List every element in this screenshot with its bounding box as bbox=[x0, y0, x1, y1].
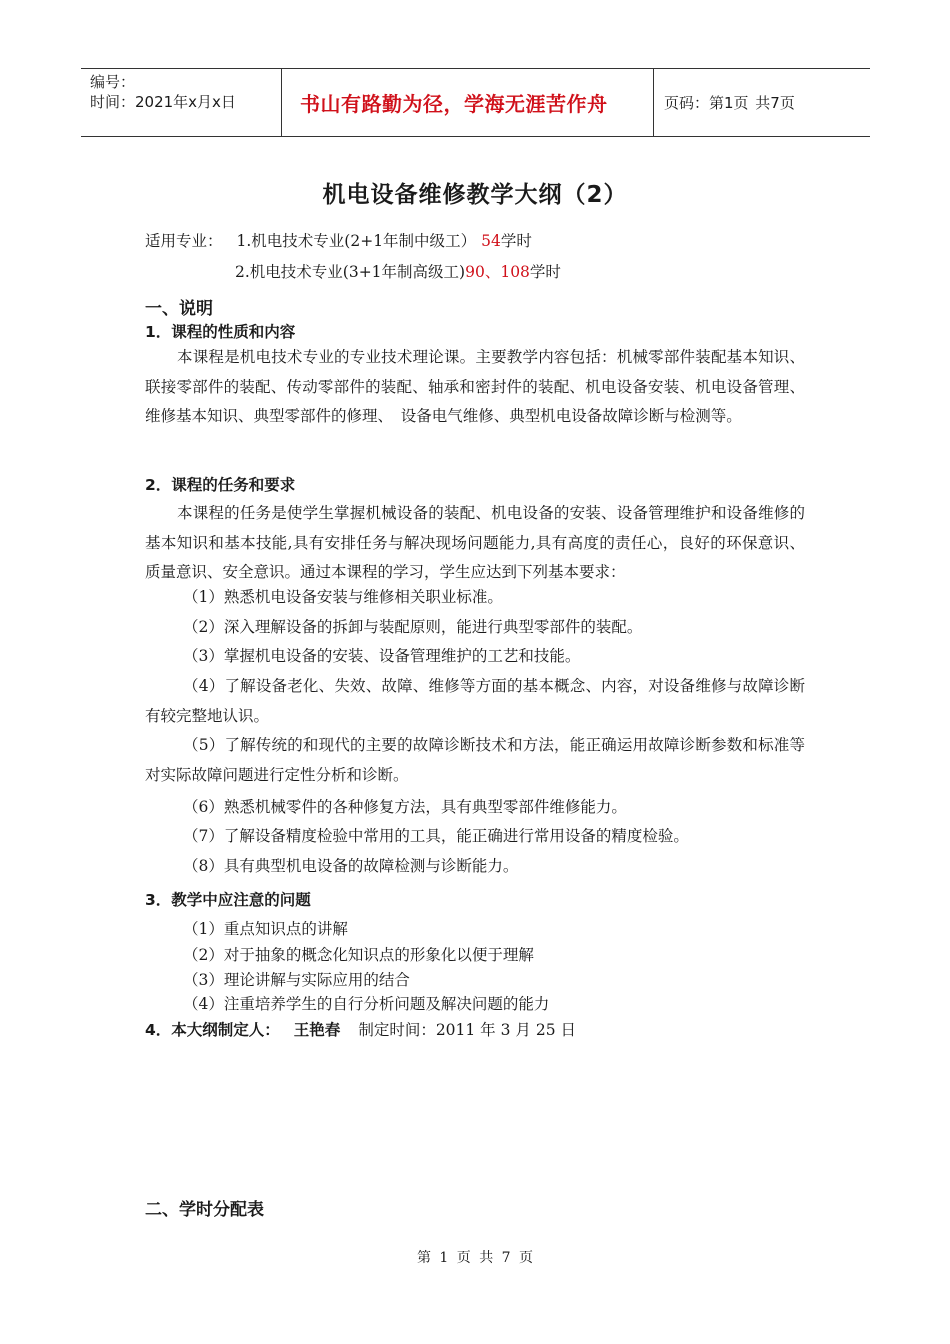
author-name: 王艳春 bbox=[293, 1021, 341, 1039]
teaching-note-item: （3）理论讲解与实际应用的结合 bbox=[183, 971, 410, 989]
requirement-item: （5）了解传统的和现代的主要的故障诊断技术和方法，能正确运用故障诊断参数和标准等对实际故障问题进行定性分析和诊断。 bbox=[145, 736, 805, 784]
major2-text: 2.机电技术专业(3+1年制高级工) bbox=[235, 263, 466, 281]
major2-hours: 90、108 bbox=[465, 263, 530, 281]
requirement-item: （8）具有典型机电设备的故障检测与诊断能力。 bbox=[183, 857, 519, 875]
sub2-text: 本课程的任务是使学生掌握机械设备的装配、机电设备的安装、设备管理维护和设备维修的基本知识和基本技能,具有安排任务与解决现场问题能力,具有高度的责任心，良好的环保意识、质量意识、安全意识。通过本课程的学习，学生应达到下列基本要求： bbox=[145, 504, 805, 581]
time-label: 时间：2021年x月x日 bbox=[90, 93, 236, 111]
page-footer: 第 1 页 共 7 页 bbox=[416, 1250, 534, 1266]
applicable-major-2 bbox=[235, 260, 561, 282]
page-header bbox=[81, 68, 870, 137]
requirement-item: （2）深入理解设备的拆卸与装配原则，能进行典型零部件的装配。 bbox=[183, 618, 643, 636]
requirement-item: （3）掌握机电设备的安装、设备管理维护的工艺和技能。 bbox=[183, 647, 581, 665]
motto: 书山有路勤为径，学海无涯苦作舟 bbox=[282, 69, 654, 136]
header-left-cell bbox=[81, 69, 282, 136]
sub2-heading: 2．课程的任务和要求 bbox=[145, 476, 296, 494]
applicable-major-1 bbox=[145, 229, 532, 251]
requirement-item: （1）熟悉机电设备安装与维修相关职业标准。 bbox=[183, 588, 503, 606]
section1-heading: 一、说明 bbox=[145, 299, 213, 319]
sub4-heading: 4．本大纲制定人： bbox=[145, 1021, 280, 1039]
sub1-heading: 1．课程的性质和内容 bbox=[145, 323, 296, 341]
section2-heading: 二、学时分配表 bbox=[145, 1200, 264, 1220]
teaching-note-item: （1）重点知识点的讲解 bbox=[183, 920, 348, 938]
header-page-info: 页码：第1页 共7页 bbox=[664, 94, 795, 112]
requirement-item: （6）熟悉机械零件的各种修复方法，具有典型零部件维修能力。 bbox=[183, 798, 627, 816]
major1-text: 1.机电技术专业(2+1年制中级工） bbox=[236, 232, 477, 250]
document-title: 机电设备维修教学大纲（2） bbox=[322, 182, 628, 208]
sub1-text: 本课程是机电技术专业的专业技术理论课。主要教学内容包括：机械零部件装配基本知识、联接零部件的装配、传动零部件的装配、轴承和密封件的装配、机电设备安装、机电设备管理、维修基本知识、典型零部件的修理、 设备电气维修、典型机电设备故障诊断与检测等。 bbox=[145, 348, 805, 425]
requirement-item: （4）了解设备老化、失效、故障、维修等方面的基本概念、内容，对设备维修与故障诊断有较完整地认识。 bbox=[145, 677, 805, 725]
teaching-note-item: （2）对于抽象的概念化知识点的形象化以便于理解 bbox=[183, 946, 534, 964]
major1-unit: 学时 bbox=[500, 232, 532, 250]
sub3-heading: 3．教学中应注意的问题 bbox=[145, 891, 311, 909]
major2-unit: 学时 bbox=[529, 263, 561, 281]
major1-hours: 54 bbox=[481, 232, 501, 250]
requirement-item: （7）了解设备精度检验中常用的工具，能正确进行常用设备的精度检验。 bbox=[183, 827, 689, 845]
number-label: 编号： bbox=[90, 73, 136, 91]
applicable-label: 适用专业： bbox=[145, 232, 223, 250]
teaching-note-item: （4）注重培养学生的自行分析问题及解决问题的能力 bbox=[183, 995, 550, 1013]
author-line bbox=[145, 1018, 576, 1040]
author-date: 制定时间：2011 年 3 月 25 日 bbox=[358, 1021, 576, 1039]
